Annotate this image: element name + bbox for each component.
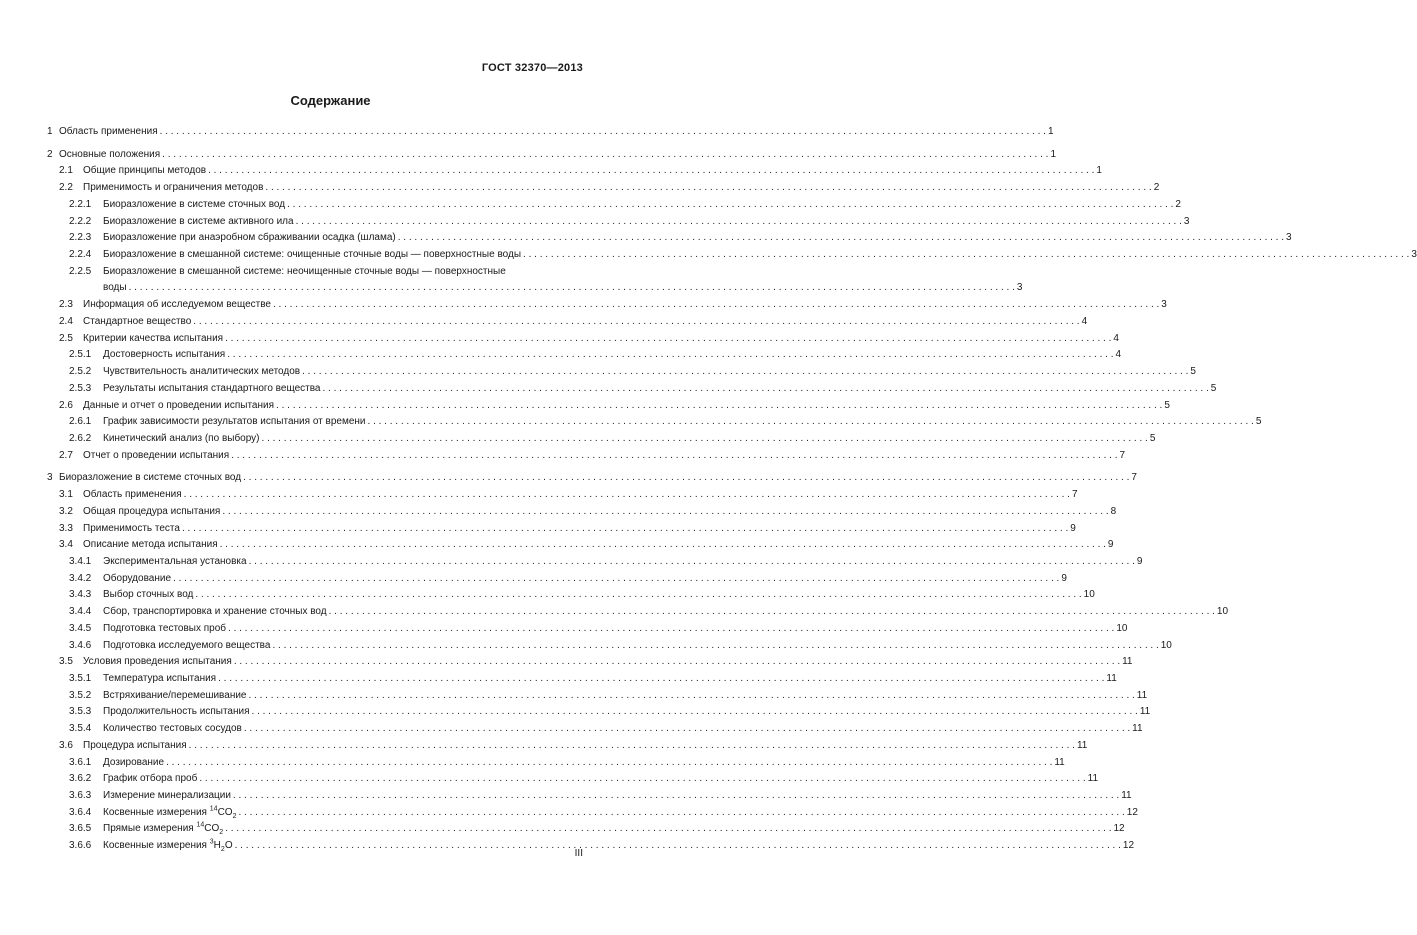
toc-entry-page: 9: [1136, 555, 1143, 567]
dot-leader: [265, 180, 1151, 197]
toc-entry-label-line2: воды: [103, 282, 127, 294]
toc-entry-page: 7: [1071, 489, 1078, 501]
toc-entry-3-2[interactable]: [47, 504, 1117, 521]
toc-entry-page: 9: [1061, 572, 1067, 584]
toc-entry-2-2[interactable]: [47, 180, 1160, 197]
toc-entry-label: График зависимости результатов испытания от времени: [103, 416, 366, 428]
toc-entry-2-2-4[interactable]: [47, 247, 1417, 264]
toc-entry-label: Отчет о проведении испытания: [83, 449, 230, 461]
toc-entry-2-4[interactable]: [47, 314, 1088, 331]
toc-entry-3-1[interactable]: [47, 487, 1078, 504]
toc-entry-number: 3.5.3: [69, 706, 92, 718]
toc-entry-page: 7: [1119, 449, 1126, 461]
toc-entry-label: Биоразложение в системе сточных вод: [103, 198, 286, 210]
dot-leader: [296, 214, 1182, 231]
toc-entry-number: 3.2: [59, 505, 73, 517]
toc-entry-label: Область применения: [59, 126, 158, 137]
toc-entry-page: 1: [1050, 148, 1057, 160]
toc-entry-number: 2.3: [59, 299, 73, 311]
toc-entry-2-6-2[interactable]: [47, 431, 1156, 448]
table-of-contents: [47, 124, 1417, 855]
toc-entry-label: Биоразложение в системе сточных вод: [59, 472, 242, 484]
toc-entry-label: Оборудование: [103, 572, 172, 584]
dot-leader: [273, 297, 1159, 314]
dot-leader: [238, 805, 1124, 822]
toc-entry-number: 2.2.2: [69, 215, 92, 227]
toc-entry-number: 2.5: [59, 332, 73, 344]
toc-entry-label: Продолжительность испытания: [103, 706, 250, 718]
toc-entry-page: 12: [1113, 823, 1125, 835]
dot-leader: [235, 838, 1121, 855]
toc-entry-number: 3.5: [59, 656, 73, 668]
toc-entry-label: Выбор сточных вод: [103, 589, 194, 601]
dot-leader: [227, 347, 1113, 364]
toc-entry-3-4-2[interactable]: [47, 571, 1067, 588]
toc-entry-number: 3.1: [59, 489, 73, 501]
toc-entry-label: Результаты испытания стандартного вещества: [103, 382, 321, 394]
toc-entry-number: 2.2.1: [69, 198, 92, 210]
toc-entry-label: Температура испытания: [103, 673, 217, 684]
toc-entry-label: Общие принципы методов: [83, 165, 207, 177]
toc-entry-2-5-3[interactable]: [47, 381, 1217, 398]
toc-entry-3-3[interactable]: [47, 521, 1076, 538]
toc-entry-3-4-4[interactable]: [47, 604, 1229, 621]
dot-leader: [129, 280, 1015, 297]
toc-entry-label: Косвенные измерения $^{14}CO_2$: [103, 805, 237, 820]
toc-entry-label: Информация об исследуемом веществе: [83, 299, 271, 311]
toc-entry-label: Биоразложение в системе активного ила: [103, 215, 294, 227]
dot-leader: [233, 788, 1119, 805]
toc-entry-2-6-1[interactable]: [47, 414, 1262, 431]
dot-leader: [262, 431, 1148, 448]
toc-entry-page: 12: [1126, 806, 1138, 818]
toc-entry-label: Критерии качества испытания: [83, 332, 224, 344]
toc-entry-number: 2.6.2: [69, 432, 92, 444]
toc-entry-label: Применимость и ограничения методов: [83, 182, 264, 194]
toc-entry-2[interactable]: [47, 147, 1057, 164]
toc-entry-page: 1: [1047, 126, 1054, 137]
toc-entry-page: 11: [1132, 723, 1143, 735]
toc-entry-label: Описание метода испытания: [83, 539, 218, 551]
dot-leader: [195, 587, 1081, 604]
toc-entry-number: 3.4.6: [69, 639, 92, 651]
toc-entry-number: 3.6.2: [69, 773, 92, 785]
dot-leader: [218, 671, 1104, 688]
dot-leader: [225, 821, 1111, 838]
toc-entry-number: 3.5.1: [69, 673, 92, 684]
toc-entry-2-2-2[interactable]: [47, 214, 1190, 231]
toc-entry-2-3[interactable]: [47, 297, 1167, 314]
dot-leader: [189, 738, 1075, 755]
toc-entry-label: Применимость теста: [83, 522, 180, 534]
toc-entry-number: 3.6.5: [69, 823, 92, 835]
toc-entry-2-2-5[interactable]: [47, 264, 1023, 297]
toc-entry-3-4-6[interactable]: [47, 638, 1172, 655]
toc-entry-number: 2.1: [59, 165, 73, 177]
toc-entry-page: 5: [1255, 416, 1262, 428]
toc-entry-label: Данные и отчет о проведении испытания: [83, 399, 275, 411]
dot-leader: [276, 398, 1162, 415]
toc-entry-page: 2: [1153, 182, 1160, 194]
toc-entry-3-5-3[interactable]: [47, 704, 1151, 721]
dot-leader: [166, 755, 1052, 772]
toc-entry-label: График отбора проб: [103, 773, 198, 785]
toc-entry-page: 3: [1161, 299, 1167, 311]
toc-entry-label: Область применения: [83, 489, 182, 501]
dot-leader: [523, 247, 1409, 264]
toc-entry-page: 9: [1070, 522, 1076, 534]
toc-entry-number: 3.6.3: [69, 790, 92, 802]
toc-entry-3-5-4[interactable]: [47, 721, 1143, 738]
toc-entry-label: Кинетический анализ (по выбору): [103, 432, 260, 444]
toc-entry-number: 3.3: [59, 522, 73, 534]
toc-entry-number: 3: [47, 472, 53, 484]
dot-leader: [322, 381, 1208, 398]
toc-entry-page: 5: [1164, 399, 1170, 411]
toc-entry-number: 3.4.4: [69, 606, 92, 618]
dot-leader: [162, 147, 1048, 164]
toc-entry-page: 11: [1054, 756, 1065, 768]
toc-entry-1[interactable]: [47, 124, 1054, 141]
toc-entry-page: 3: [1016, 282, 1023, 294]
toc-entry-number: 2.5.2: [69, 366, 92, 378]
toc-entry-number: 2.7: [59, 449, 73, 461]
toc-entry-label: Основные положения: [59, 148, 161, 160]
toc-entry-3-4-1[interactable]: [47, 554, 1143, 571]
toc-entry-number: 2.6.1: [69, 416, 92, 428]
toc-entry-page: 4: [1115, 349, 1122, 361]
dot-leader: [243, 470, 1129, 487]
toc-entry-number: 3.6.1: [69, 756, 92, 768]
toc-entry-label: Процедура испытания: [83, 739, 187, 751]
dot-leader: [222, 504, 1108, 521]
toc-entry-3-5-2[interactable]: [47, 688, 1148, 705]
toc-entry-3-6-5[interactable]: [47, 821, 1125, 838]
toc-entry-2-7[interactable]: [47, 448, 1126, 465]
toc-entry-page: 11: [1122, 656, 1133, 668]
dot-leader: [329, 604, 1215, 621]
toc-entry-label: Биоразложение при анаэробном сбраживании осадка (шлама): [103, 232, 396, 244]
toc-entry-label: Стандартное вещество: [83, 315, 192, 327]
toc-entry-number: 3.4.2: [69, 572, 92, 584]
dot-leader: [160, 124, 1046, 141]
toc-entry-number: 3.5.4: [69, 723, 92, 735]
toc-entry-page: 9: [1107, 539, 1114, 551]
toc-entry-label: Встряхивание/перемешивание: [103, 689, 247, 701]
toc-entry-label: Количество тестовых сосудов: [103, 723, 242, 735]
dot-leader: [368, 414, 1254, 431]
toc-entry-page: 11: [1076, 739, 1088, 751]
dot-leader: [398, 230, 1284, 247]
dot-leader: [182, 521, 1068, 538]
toc-entry-number: 3.4: [59, 539, 73, 551]
dot-leader: [199, 771, 1085, 788]
toc-entry-page: 11: [1136, 689, 1148, 701]
toc-entry-page: 11: [1087, 773, 1099, 785]
page-title: Содержание: [290, 93, 371, 108]
toc-entry-2-5-2[interactable]: [47, 364, 1196, 381]
toc-entry-label: Прямые измерения $^{14}CO_2$: [103, 822, 224, 837]
toc-entry-number: 3.6: [59, 739, 73, 751]
toc-entry-label: Биоразложение в смешанной системе: очищенные сточные воды — поверхностные воды: [103, 249, 522, 261]
dot-leader: [225, 331, 1111, 348]
dot-leader: [272, 638, 1158, 655]
toc-entry-3-5[interactable]: [47, 654, 1133, 671]
dot-leader: [184, 487, 1070, 504]
dot-leader: [302, 364, 1188, 381]
dot-leader: [287, 197, 1173, 214]
toc-entry-2-5[interactable]: [47, 331, 1119, 348]
dot-leader: [173, 571, 1059, 588]
toc-entry-label: Подготовка тестовых проб: [103, 622, 227, 634]
toc-entry-2-5-1[interactable]: [47, 347, 1122, 364]
dot-leader: [228, 621, 1114, 638]
toc-entry-3-4-3[interactable]: [47, 587, 1095, 604]
toc-entry-page: 10: [1083, 589, 1095, 601]
toc-entry-3[interactable]: [47, 470, 1137, 487]
toc-entry-2-2-1[interactable]: [47, 197, 1181, 214]
toc-entry-page: 10: [1216, 606, 1229, 618]
toc-entry-page: 8: [1110, 505, 1117, 517]
toc-entry-label-line1: Биоразложение в смешанной системе: неочищенные сточные воды — поверхностные: [103, 265, 506, 277]
toc-entry-3-6-1[interactable]: [47, 755, 1065, 772]
toc-entry-page: 5: [1210, 382, 1217, 394]
toc-entry-2-2-3[interactable]: [47, 230, 1292, 247]
toc-entry-2-6[interactable]: [47, 398, 1170, 415]
dot-leader: [220, 537, 1106, 554]
dot-leader: [193, 314, 1079, 331]
dot-leader: [208, 163, 1094, 180]
toc-entry-number: 2.2.3: [69, 232, 92, 244]
toc-entry-label: Общая процедура испытания: [83, 505, 221, 517]
toc-entry-page: 7: [1131, 472, 1137, 484]
toc-entry-3-6[interactable]: [47, 738, 1088, 755]
toc-entry-page: 5: [1190, 366, 1196, 378]
toc-entry-page: 1: [1096, 165, 1102, 177]
toc-entry-number: 2.5.1: [69, 349, 92, 361]
toc-entry-number: 2.6: [59, 399, 73, 411]
toc-entry-3-6-3[interactable]: [47, 788, 1132, 805]
toc-entry-page: 10: [1116, 622, 1128, 634]
toc-entry-number: 3.6.4: [69, 806, 92, 818]
toc-entry-3-6-2[interactable]: [47, 771, 1099, 788]
toc-entry-page: 12: [1122, 840, 1135, 852]
toc-entry-3-6-4[interactable]: [47, 805, 1138, 822]
toc-entry-3-5-1[interactable]: [47, 671, 1117, 688]
toc-entry-label: Подготовка исследуемого вещества: [103, 639, 271, 651]
dot-leader: [244, 721, 1130, 738]
toc-entry-label: Косвенные измерения $^3H_2O$: [103, 838, 233, 854]
toc-entry-page: 2: [1175, 198, 1181, 210]
toc-entry-label: Условия проведения испытания: [83, 656, 232, 668]
dot-leader: [252, 704, 1138, 721]
toc-entry-page: 10: [1160, 639, 1172, 651]
toc-entry-page: 3: [1411, 249, 1417, 261]
toc-entry-label: Сбор, транспортировка и хранение сточных вод: [103, 606, 327, 618]
toc-entry-number: 2: [47, 148, 53, 160]
toc-entry-number: 3.4.3: [69, 589, 92, 601]
toc-entry-number: 2.4: [59, 315, 73, 327]
toc-entry-number: 3.6.6: [69, 840, 92, 852]
dot-leader: [249, 554, 1135, 571]
dot-leader: [249, 688, 1135, 705]
toc-entry-label: Достоверность испытания: [103, 349, 226, 361]
toc-entry-number: 2.2.4: [69, 249, 92, 261]
toc-entry-page: 4: [1081, 315, 1088, 327]
toc-entry-label: Дозирование: [103, 756, 165, 768]
toc-entry-number: 3.4.1: [69, 555, 92, 567]
toc-entry-label: Экспериментальная установка: [103, 555, 247, 567]
toc-entry-number: 3.4.5: [69, 622, 92, 634]
toc-entry-3-4-5[interactable]: [47, 621, 1128, 638]
dot-leader: [231, 448, 1117, 465]
toc-entry-label: Чувствительность аналитических методов: [103, 366, 301, 378]
toc-entry-page: 11: [1121, 790, 1132, 802]
toc-entry-2-1[interactable]: [47, 163, 1102, 180]
toc-entry-page: 11: [1106, 673, 1117, 684]
toc-entry-3-6-6[interactable]: [47, 838, 1135, 855]
toc-entry-page: 11: [1139, 706, 1151, 718]
dot-leader: [234, 654, 1120, 671]
toc-entry-3-4[interactable]: [47, 537, 1114, 554]
toc-entry-label: Измерение минерализации: [103, 790, 231, 802]
toc-entry-number: 3.5.2: [69, 689, 92, 701]
toc-entry-page: 5: [1149, 432, 1156, 444]
toc-entry-number: 2.2: [59, 182, 73, 194]
toc-entry-number: 1: [47, 126, 53, 137]
page-number: III: [574, 848, 583, 859]
toc-entry-page: 3: [1286, 232, 1292, 244]
toc-entry-page: 4: [1113, 332, 1119, 344]
toc-entry-page: 3: [1183, 215, 1190, 227]
document-code: ГОСТ 32370—2013: [481, 62, 583, 74]
toc-entry-number: 2.2.5: [69, 265, 92, 277]
toc-entry-number: 2.5.3: [69, 382, 92, 394]
